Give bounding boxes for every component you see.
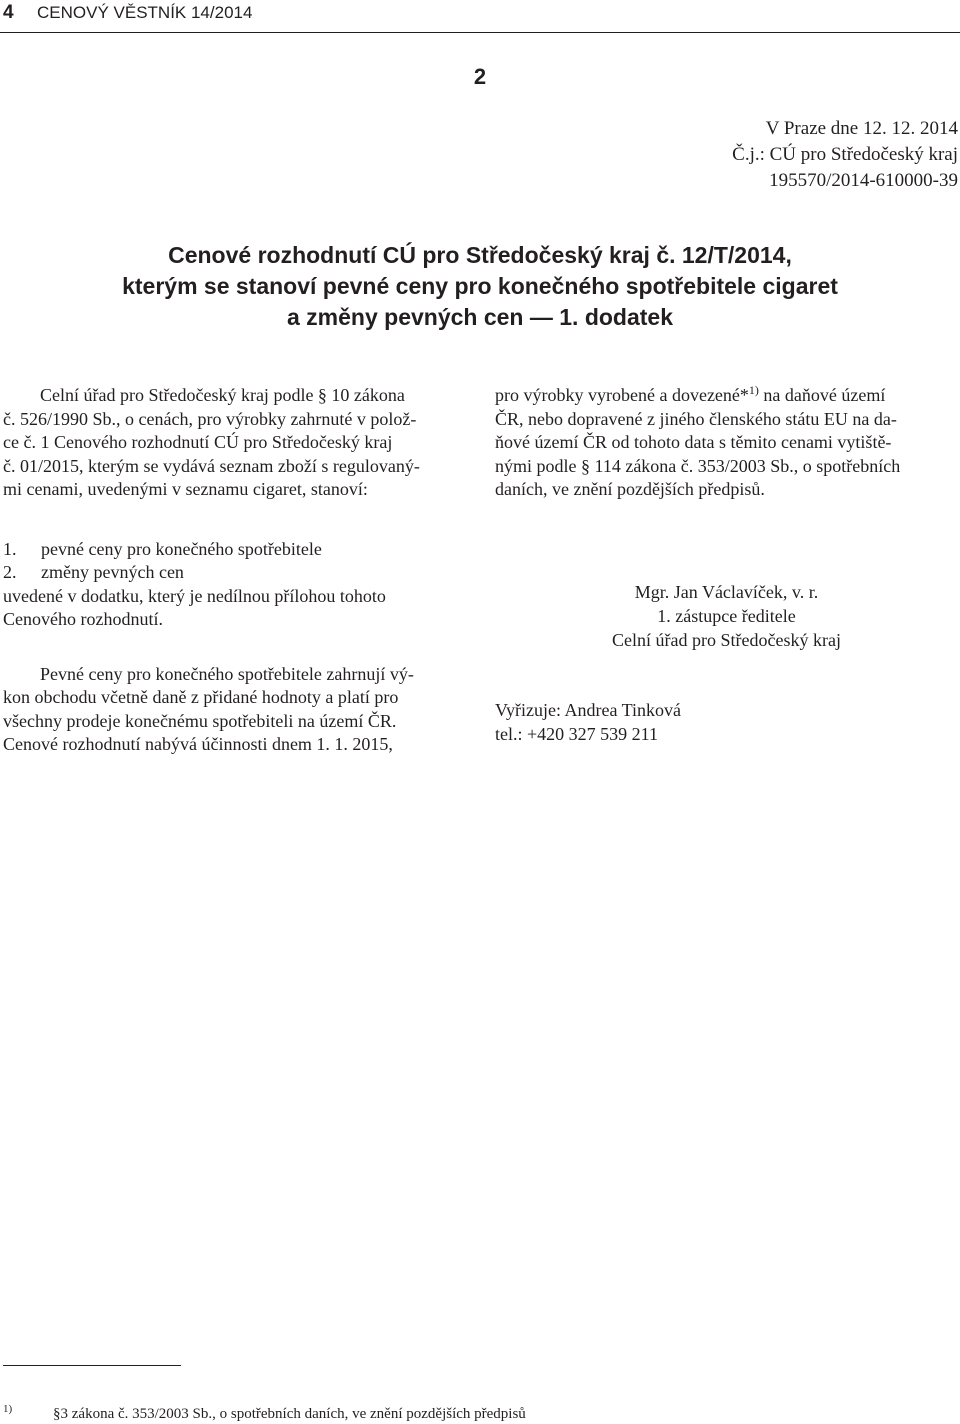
title-line-2: kterým se stanoví pevné ceny pro konečného spotřebitele cigaret xyxy=(122,273,838,299)
list-item xyxy=(3,538,466,562)
publication-title: CENOVÝ VĚSTNÍK 14/2014 xyxy=(37,3,253,22)
list-number: 1. xyxy=(3,538,17,559)
file-number: 195570/2014-610000-39 xyxy=(769,170,958,191)
footnote-rule xyxy=(3,1365,181,1366)
list-followup-line: Cenového rozhodnutí. xyxy=(3,609,163,629)
document-number: 2 xyxy=(473,64,487,89)
reference: Č.j.: CÚ pro Středočeský kraj xyxy=(732,144,958,165)
footnote-mark: 1) xyxy=(3,1403,13,1415)
para-line: Cenové rozhodnutí nabývá účinnosti dnem 1. 1. 2015, xyxy=(3,734,393,754)
intro-line: ce č. 1 Cenového rozhodnutí CÚ pro Středočeský kraj xyxy=(3,432,393,452)
intro-line: č. 526/1990 Sb., o cenách, pro výrobky zahrnuté v polož- xyxy=(3,408,417,429)
contact-block xyxy=(495,698,681,746)
page-number: 4 xyxy=(3,2,14,23)
right-line: nými podle § 114 zákona č. 353/2003 Sb., o spotřebních xyxy=(495,455,901,476)
footnote-text: §3 zákona č. 353/2003 Sb., o spotřebních daních, ve znění pozdějších předpisů xyxy=(53,1406,526,1422)
place-date: V Praze dne 12. 12. 2014 xyxy=(765,118,958,139)
validity-paragraph xyxy=(3,663,466,757)
intro-line: č. 01/2015, kterým se vydává seznam zboží s regulovaný- xyxy=(3,455,420,476)
intro-line: mi cenami, uvedenými v seznamu cigaret, stanoví: xyxy=(3,479,368,499)
para-line: kon obchodu včetně daně z přidané hodnoty a platí pro xyxy=(3,687,399,707)
list-item xyxy=(3,561,466,585)
document-title xyxy=(0,240,960,333)
list-number: 2. xyxy=(3,562,17,582)
list-followup-line: uvedené v dodatku, který je nedílnou přílohou tohoto xyxy=(3,585,386,606)
handled-by: Vyřizuje: Andrea Tinková xyxy=(495,700,681,720)
title-line-1: Cenové rozhodnutí CÚ pro Středočeský kraj č. 12/T/2014, xyxy=(168,242,792,268)
intro-paragraph xyxy=(3,384,466,502)
list-text: pevné ceny pro konečného spotřebitele xyxy=(41,538,322,559)
page-header xyxy=(0,0,960,26)
right-line: daních, ve znění pozdějších předpisů. xyxy=(495,479,765,499)
left-column xyxy=(3,384,466,757)
list-text: změny pevných cen xyxy=(41,562,184,582)
footnote-reference: 1) xyxy=(748,383,759,397)
right-line: ňové území ČR od tohoto data s těmito cenami vytiště- xyxy=(495,432,892,452)
right-line: ČR, nebo dopravené z jiného členského státu EU na da- xyxy=(495,408,897,429)
right-line-text: na daňové území xyxy=(758,385,886,405)
signatory-position: 1. zástupce ředitele xyxy=(657,606,796,626)
title-line-3: a změny pevných cen — 1. dodatek xyxy=(286,304,674,330)
phone: tel.: +420 327 539 211 xyxy=(495,724,658,744)
header-rule xyxy=(0,32,960,33)
signatory-office: Celní úřad pro Středočeský kraj xyxy=(612,630,841,650)
signatory-name: Mgr. Jan Václavíček, v. r. xyxy=(634,582,819,602)
intro-line: Celní úřad pro Středočeský kraj podle § 10 zákona xyxy=(40,385,405,405)
footnote xyxy=(3,1399,526,1424)
right-column xyxy=(495,384,958,502)
document-meta xyxy=(732,116,958,194)
para-line: všechny prodeje konečnému spotřebiteli na území ČR. xyxy=(3,710,397,731)
right-line-text: pro výrobky vyrobené a dovezené* xyxy=(495,385,749,405)
signature-block xyxy=(495,580,958,652)
right-line xyxy=(495,384,958,408)
para-line: Pevné ceny pro konečného spotřebitele zahrnují vý- xyxy=(40,663,414,684)
